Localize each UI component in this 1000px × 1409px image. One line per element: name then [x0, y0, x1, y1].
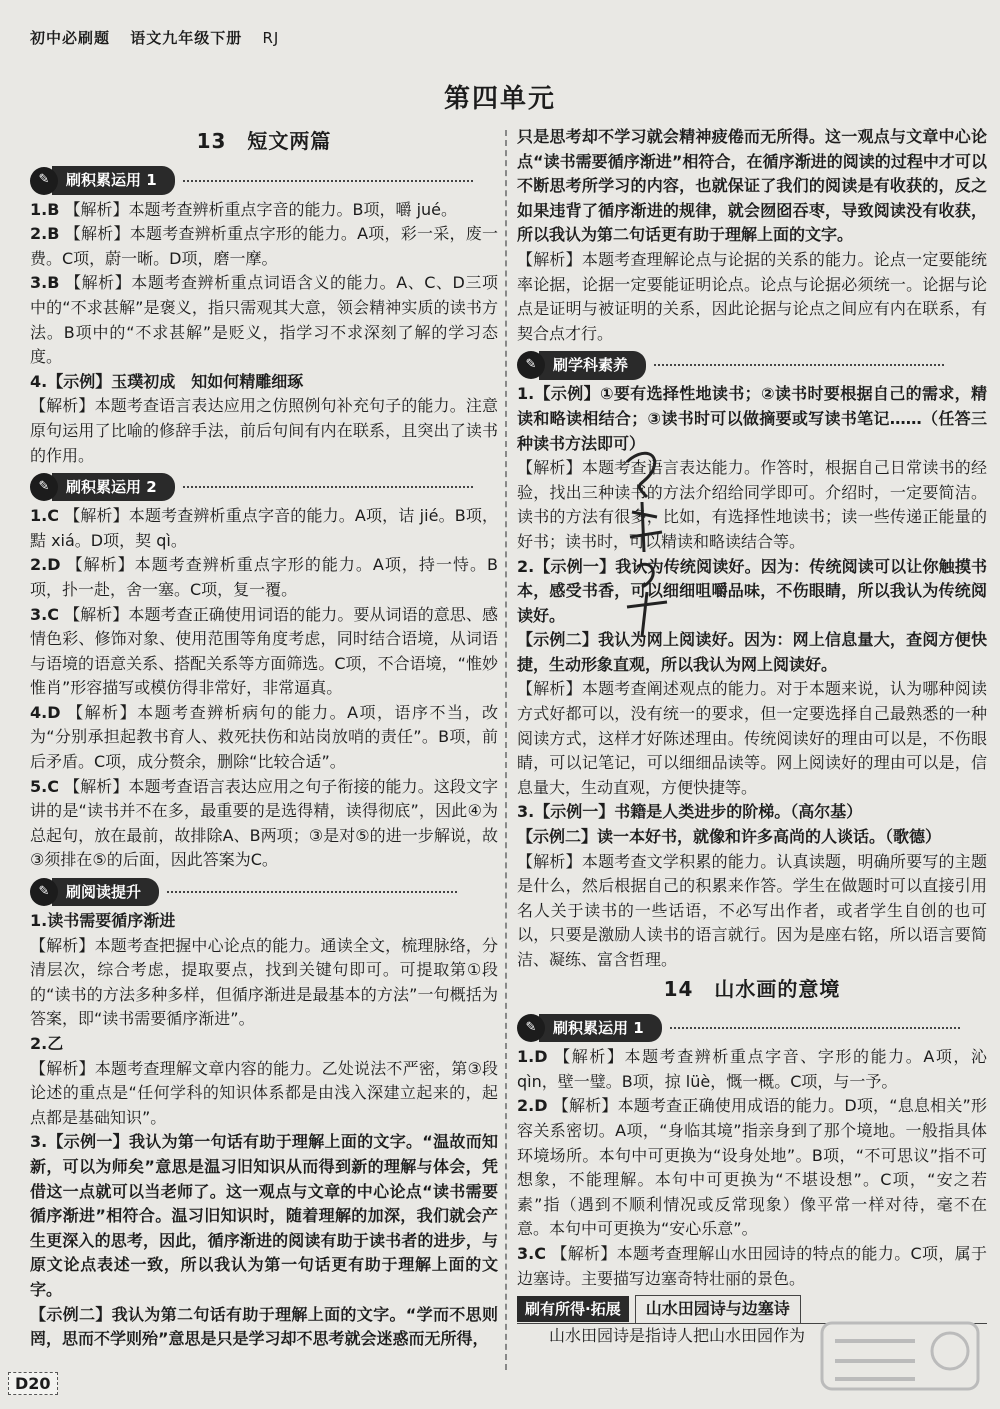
answer-analysis: 【解析】本题考查语言表达应用之仿照例句补充句子的能力。注意原句运用了比喻的修辞手法，前后句间有内在联系，且突出了读书的作用。 [30, 396, 498, 465]
extension-bar [517, 1295, 987, 1324]
answer-item: 2.乙 [30, 1034, 64, 1053]
series-name: 初中必刷题 [30, 29, 111, 47]
answer-item: 2.B 【解析】本题考查辨析重点字形的能力。A项，彩一采，废一费。C项，蔚一晰。D项，磨一摩。 [30, 224, 499, 268]
answer-item: 4.D 【解析】本题考查辨析病句的能力。A项，语序不当，改为“分别承担起教书育人、救死扶伤和站岗放哨的责任”。B项，前后矛盾。C项，成分赘余，删除“比较合适”。 [30, 702, 498, 772]
section-tag [30, 168, 473, 194]
section-tag [517, 1015, 960, 1041]
section-label: 刷阅读提升 [52, 878, 159, 907]
book-icon: ✎ [517, 1014, 545, 1042]
edition: RJ [262, 29, 280, 47]
answer-analysis: 【解析】本题考查理解论点与论据的关系的能力。论点一定要能统率论据，论据一定要能证明论点。论点与论据必须统一。论据与论点是证明与被证明的关系，因此论据与论点之间应有内在联系，有契合点才行。 [517, 249, 987, 343]
dotted-line [183, 486, 473, 488]
answer-item: 2.【示例一】我认为传统阅读好。因为：传统阅读可以让你触摸书本，感受书香，可以细细咀嚼品味，不伤眼睛，所以我认为传统阅读好。 [517, 556, 987, 625]
answer-continuation: 只是思考却不学习就会精神疲倦而无所得。这一观点与文章中心论点“读书需要循序渐进”相符合，在循序渐进的阅读的过程中才可以不断思考所学习的内容，也就保证了我们的阅读是有收获的，反之如果违背了循序渐进的规律，就会囫囵吞枣，导致阅读没有收获，所以我认为第二句话更有助于理解上面的文字。 [517, 127, 987, 245]
answer-item: 【示例二】我认为网上阅读好。因为：网上信息量大，查阅方便快捷，生动形象直观，所以我认为网上阅读好。 [517, 630, 987, 674]
column-divider [505, 130, 507, 1370]
watermark-logo [820, 1321, 980, 1391]
handwriting-scribble [612, 442, 692, 642]
answer-item: 3.【示例一】我认为第一句话有助于理解上面的文字。“温故而知新，可以为师矣”意思是温习旧知识从而得到新的理解与体会，凭借这一点就可以当老师了。这一观点与文章的中心论点“读书需要循序渐进”相符合。温习旧知识时，随着理解的加深，我们就会产生更深入的思考，因此，循序渐进的阅读有助于读书者的进步，与原文论点表述一致，所以我认为第一句话更有助于理解上面的文字。 [30, 1132, 498, 1299]
subject-name: 语文九年级下册 [130, 29, 243, 47]
answer-item: 1.读书需要循序渐进 [30, 911, 176, 931]
answer-item: 1.【示例】①要有选择性地读书；②读书时要根据自己的需求，精读和略读相结合；③读书时可以做摘要或写读书笔记……（任答三种读书方法即可） [517, 384, 987, 453]
book-icon: ✎ [30, 473, 58, 501]
answer-item: 5.C 【解析】本题考查语言表达应用之句子衔接的能力。这段文字讲的是“读书并不在多，最重要的是选得精，读得彻底”，因此④为总起句，放在最前，故排除A、B两项；③是对⑤的进一步解说，故③须排在⑤的后面，因此答案为C。 [30, 776, 498, 870]
answer-analysis: 【解析】本题考查语言表达能力。作答时，根据自己日常读书的经验，找出三种读书的方法介绍给同学即可。介绍时，一定要简洁。读书的方法有很多，比如，有选择性地读书；读一些传递正能量的好书；读书时，可以精读和略读结合等。 [517, 458, 987, 551]
answer-analysis: 【解析】本题考查把握中心论点的能力。通读全文，梳理脉络，分清层次，综合考虑，提取要点，找到关键句即可。可提取第①段的“读书的方法多种多样，但循序渐进是最基本的方法”一句概括为答案，即“读书需要循序渐进”。 [30, 935, 498, 1029]
book-icon: ✎ [517, 351, 545, 379]
extension-label: 刷有所得·拓展 [517, 1296, 629, 1323]
section-label: 刷积累运用 1 [52, 166, 175, 195]
answer-analysis: 【解析】本题考查理解文章内容的能力。乙处说法不严密，第③段论述的重点是“任何学科的知识体系都是由浅入深建立起来的，起点都是基础知识”。 [30, 1058, 498, 1127]
unit-title: 第四单元 [443, 84, 556, 114]
section-label: 刷积累运用 1 [539, 1014, 662, 1043]
answer-item: 【示例二】读一本好书，就像和许多高尚的人谈话。（歌德） [517, 827, 942, 847]
answer-item: 2.D 【解析】本题考查正确使用成语的能力。D项，“息息相关”形容关系密切。A项，“身临其境”指亲身到了那个境地。一般指具体环境场所。本句中可更换为“设身处地”。B项，“不可思议”指不可想象，不能理解。本句中可更换为“不堪设想”。C项，“安之若素”指（遇到不顺利情况或反常现象）像平常一样对待，毫不在意。本句中可更换为“安心乐意”。 [517, 1096, 987, 1239]
section-tag [517, 352, 944, 378]
answer-item: 3.B 【解析】本题考查辨析重点词语含义的能力。A、C、D三项中的“不求甚解”是褒义，指只需观其大意，领会精神实质的读书方法。B项中的“不求甚解”是贬义，指学习不求深刻了解的学习态度。 [30, 273, 498, 367]
extension-text: 山水田园诗是指诗人把山水田园作为 [549, 1325, 806, 1345]
section-label: 刷积累运用 2 [52, 473, 175, 502]
extension-subtitle: 山水田园诗与边塞诗 [635, 1295, 801, 1323]
section-tag [30, 879, 457, 905]
dotted-line [654, 364, 944, 366]
answer-analysis: 【解析】本题考查文学积累的能力。认真读题，明确所要写的主题是什么，然后根据自己的积累来作答。学生在做题时可以直接引用名人关于读书的一些话语，不必写出作者，或者学生自创的也可以，只要是激励人读书的语言就行。因为是座右铭，所以语言要简洁、凝练、富含哲理。 [517, 851, 987, 969]
answer-analysis: 【解析】本题考查阐述观点的能力。对于本题来说，认为哪种阅读方式好都可以，没有统一的要求，但一定要选择自己最熟悉的一种阅读方式，这样才好陈述理由。传统阅读好的理由可以是，不伤眼睛，可以记笔记，可以细细品读等。网上阅读好的理由可以是，信息量大，生动直观，方便快捷等。 [517, 679, 987, 797]
answer-item: 3.C 【解析】本题考查正确使用词语的能力。要从词语的意思、感情色彩、修饰对象、使用范围等角度考虑，同时结合语境，从词语与语境的语意关系、搭配关系等方面筛选。C项，不合语境，“惟妙惟肖”形容描写或模仿得非常好，非常逼真。 [30, 604, 498, 698]
answer-item: 【示例二】我认为第二句话有助于理解上面的文字。“学而不思则罔，思而不学则殆”意思是只是学习却不思考就会迷惑而无所得， [30, 1304, 498, 1349]
answer-item: 1.C 【解析】本题考查辨析重点字音的能力。A项，诘 jié。B项，黠 xiá。D项，契 qì。 [30, 506, 498, 550]
page-number: D20 [8, 1372, 58, 1395]
section-label: 刷学科素养 [539, 351, 646, 380]
book-icon: ✎ [30, 878, 58, 906]
dotted-line [183, 180, 473, 182]
dotted-line [670, 1027, 960, 1029]
answer-item: 3.C 【解析】本题考查理解山水田园诗的特点的能力。C项，属于边塞诗。主要描写边塞奇特壮丽的景色。 [517, 1243, 987, 1288]
left-column [30, 125, 498, 1352]
answer-item: 4.【示例】玉璞初成 知如何精雕细琢 [30, 371, 304, 391]
answer-item: 2.D 【解析】本题考查辨析重点字形的能力。A项，持一恃。B项，扑一赴，舍一塞。C项，复一覆。 [30, 555, 498, 599]
answer-item: 3.【示例一】书籍是人类进步的阶梯。（高尔基） [517, 802, 863, 822]
section-tag [30, 474, 473, 500]
running-header [30, 27, 293, 48]
answer-item: 1.B 【解析】本题考查辨析重点字音的能力。B项，嚼 jué。 [30, 199, 457, 219]
lesson-title: 13 短文两篇 [196, 129, 332, 153]
book-icon: ✎ [30, 167, 58, 195]
answer-item: 1.D 【解析】本题考查辨析重点字音、字形的能力。A项，沁 qìn，壁一璧。B项，掠 lüè，慨一概。C项，与一予。 [517, 1047, 987, 1091]
lesson-title: 14 山水画的意境 [663, 976, 841, 1001]
dotted-line [167, 891, 457, 893]
right-column [517, 125, 987, 1348]
